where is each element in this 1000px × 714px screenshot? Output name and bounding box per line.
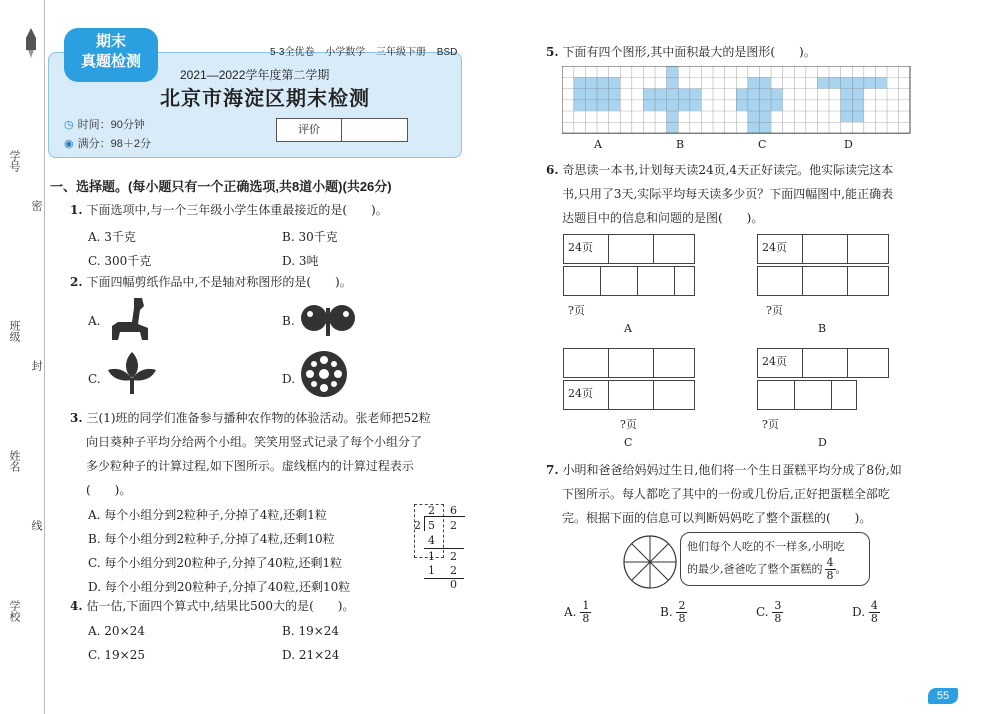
dividend-tens: 5	[428, 519, 435, 532]
product-2-tens: 1	[428, 564, 435, 577]
q5-label-d: D	[844, 138, 853, 151]
q3-line-2: 向日葵种子平均分给两个小组。笑笑用竖式记录了每个小组分了	[86, 435, 423, 449]
margin-label-xuehao: 学号	[8, 150, 21, 172]
cut-label-mi: 密	[30, 200, 43, 211]
q7-option-c-numerator: 3	[774, 599, 782, 612]
divisor: 2	[414, 519, 421, 532]
diagram-c-top	[563, 348, 695, 378]
q3-line-4: ( )。	[86, 483, 132, 497]
margin-label-xingming: 姓名	[8, 450, 21, 472]
q6-label-c: C	[624, 436, 633, 449]
diagram-d-top	[757, 348, 889, 378]
q7-option-b-numerator: 2	[678, 599, 686, 612]
question-6	[546, 158, 946, 230]
q3-line-1	[70, 406, 470, 430]
diagram-d-bottom	[757, 380, 857, 410]
question-5	[546, 40, 816, 64]
q4-option-b: B. 19×24	[282, 624, 340, 638]
diagram-c-cell	[609, 381, 654, 409]
diagram-a-cell	[601, 267, 638, 295]
q7-option-d-fraction	[869, 600, 880, 625]
q7-option-d-numerator: 4	[870, 599, 878, 612]
quotient-tens: 2	[428, 504, 435, 517]
q7-option-a-letter: A.	[564, 605, 577, 619]
evaluation-box	[276, 118, 408, 142]
diagram-a-cell	[564, 267, 601, 295]
final-remainder: 0	[450, 578, 457, 591]
q7-option-a-denominator: 8	[582, 612, 590, 625]
evaluation-blank	[342, 119, 407, 141]
q2-number: 2.	[70, 275, 83, 289]
diagram-a-cell	[654, 235, 694, 263]
remainder-tens: 1	[428, 550, 435, 563]
badge-line-1: 期末	[95, 33, 126, 50]
q2-option-d: D.	[282, 372, 296, 386]
q2-option-c: C.	[88, 372, 101, 386]
division-line-2	[424, 578, 464, 579]
q7-option-b-denominator: 8	[678, 612, 686, 625]
q3-line-3: 多少粒种子的计算过程,如下图所示。虚线框内的计算过程表示	[86, 459, 414, 473]
question-7	[546, 458, 946, 530]
diagram-b-cell	[803, 267, 848, 295]
diagram-d-cell	[758, 381, 795, 409]
q7-option-a	[564, 600, 591, 625]
q1-option-a: A. 3千克	[88, 230, 136, 244]
q7-option-a-fraction	[580, 600, 591, 625]
q7-option-c-denominator: 8	[774, 612, 782, 625]
diagram-b-cell	[848, 267, 888, 295]
series-grade: 三年级下册	[376, 47, 427, 58]
q4-option-c: C. 19×25	[88, 648, 145, 662]
clock-icon: ◷	[64, 119, 74, 131]
cake-icon	[622, 534, 678, 590]
q6-line-1	[546, 158, 946, 182]
diagram-b-top	[757, 234, 889, 264]
series-name: 5·3全优卷	[270, 47, 315, 58]
q3-line-1-text: 三(1)班的同学们准备参与播种农作物的体验活动。张老师把52粒	[86, 411, 431, 425]
q2-text: 下面四幅剪纸作品中,不是轴对称图形的是( )。	[86, 275, 352, 289]
q2-option-b: B.	[282, 314, 295, 328]
exam-badge	[64, 28, 158, 82]
series-subject: 小学数学	[325, 47, 366, 58]
area-grid-figure	[562, 66, 912, 134]
page-number: 55	[928, 688, 958, 704]
q5-label-c: C	[758, 138, 767, 151]
q5-label-a: A	[594, 138, 602, 151]
exam-score	[64, 135, 151, 151]
q3-option-c: C. 每个小组分到20粒种子,分掉了40粒,还剩1粒	[88, 556, 343, 570]
q7-line-1	[546, 458, 946, 482]
q1-number: 1.	[70, 203, 83, 217]
q6-number: 6.	[546, 163, 559, 177]
check-icon: ◉	[64, 138, 74, 150]
diagram-c-question: ?页	[620, 418, 637, 431]
product-1: 4	[428, 534, 435, 547]
exam-year: 2021—2022学年度第二学期	[180, 68, 330, 82]
q1-option-c: C. 300千克	[88, 254, 152, 268]
q7-option-a-numerator: 1	[582, 599, 590, 612]
q5-label-b: B	[676, 138, 685, 151]
q6-line-1-text: 奇思读一本书,计划每天读24页,4天正好读完。他实际读完这本	[562, 163, 894, 177]
question-4	[70, 594, 354, 618]
q6-label-b: B	[818, 322, 827, 335]
q4-number: 4.	[70, 599, 83, 613]
product-2-ones: 2	[450, 564, 457, 577]
q6-line-2: 书,只用了3天,实际平均每天读多少页？下面四幅图中,能正确表	[562, 187, 894, 201]
q7-option-b-letter: B.	[660, 605, 673, 619]
diagram-b-cell	[758, 267, 803, 295]
q3-number: 3.	[70, 411, 83, 425]
question-1	[70, 198, 388, 222]
diagram-a-label: 24页	[564, 235, 609, 263]
diagram-c-cell	[609, 349, 654, 377]
giraffe-papercut-icon	[104, 296, 154, 342]
q1-text: 下面选项中,与一个三年级小学生体重最接近的是( )。	[86, 203, 388, 217]
exam-time-text: 时间：90分钟	[77, 119, 145, 131]
q7-option-d	[852, 600, 880, 625]
diagram-a-cell	[675, 267, 694, 295]
q7-option-b	[660, 600, 687, 625]
q7-option-b-fraction	[676, 600, 687, 625]
badge-line-2: 真题检测	[80, 53, 141, 70]
bubble-line-2-text: 的最少,爸爸吃了整个蛋糕的	[687, 562, 823, 576]
q2-option-a: A.	[88, 314, 101, 328]
q3-option-d: D. 每个小组分到20粒种子,分掉了40粒,还剩10粒	[88, 580, 351, 594]
diagram-c-cell	[654, 349, 694, 377]
diagram-c-cell	[654, 381, 694, 409]
q7-option-c	[756, 600, 783, 625]
bubble-numerator: 4	[826, 556, 834, 569]
cut-label-xian: 线	[30, 520, 43, 531]
diagram-b-question: ?页	[766, 304, 783, 317]
diagram-d-cell	[803, 349, 848, 377]
diagram-a-top	[563, 234, 695, 264]
bubble-denominator: 8	[826, 569, 834, 582]
question-2	[70, 270, 352, 294]
diagram-b-bottom	[757, 266, 889, 296]
remainder-ones: 2	[450, 550, 457, 563]
birds-papercut-icon	[296, 300, 360, 340]
question-3	[70, 406, 470, 502]
evaluation-label: 评价	[277, 119, 342, 141]
bubble-fraction	[825, 557, 836, 582]
diagram-b-cell	[803, 235, 848, 263]
q4-text: 估一估,下面四个算式中,结果比500大的是( )。	[86, 599, 355, 613]
long-division-figure	[410, 504, 466, 590]
q3-option-b: B. 每个小组分到2粒种子,分掉了4粒,还剩10粒	[88, 532, 335, 546]
diagram-a-cell	[609, 235, 654, 263]
bubble-line-1: 他们每个人吃的不一样多,小明吃	[687, 540, 845, 553]
quotient-ones: 6	[450, 504, 457, 517]
diagram-c-label: 24页	[564, 381, 609, 409]
diagram-d-question: ?页	[762, 418, 779, 431]
q6-label-d: D	[818, 436, 827, 449]
q5-number: 5.	[546, 45, 559, 59]
q7-option-c-letter: C.	[756, 605, 769, 619]
q7-line-1-text: 小明和爸爸给妈妈过生日,他们将一个生日蛋糕平均分成了8份,如	[562, 463, 902, 477]
margin-label-xuexiao: 学校	[8, 600, 21, 622]
exam-time	[64, 116, 145, 132]
series-edition: BSD	[436, 47, 458, 58]
page-title: 北京市海淀区期末检测	[160, 88, 370, 110]
exam-score-text: 满分：98＋2分	[77, 138, 151, 150]
diagram-c-bottom	[563, 380, 695, 410]
diagram-d-label: 24页	[758, 349, 803, 377]
diagram-d-cell	[795, 381, 832, 409]
rocket-icon	[24, 28, 38, 58]
series-info	[270, 43, 465, 58]
division-line-1	[424, 548, 464, 549]
bubble-line-2: 的最少,爸爸吃了整个蛋糕的 $\frac{4}{8}$ 。	[687, 556, 847, 582]
flower-papercut-icon	[106, 350, 158, 396]
q6-label-a: A	[624, 322, 632, 335]
diagram-d-cell	[848, 349, 888, 377]
diagram-b-label: 24页	[758, 235, 803, 263]
diagram-d-cell	[832, 381, 856, 409]
q1-option-b: B. 30千克	[282, 230, 338, 244]
q4-option-d: D. 21×24	[282, 648, 340, 662]
diagram-c-cell	[564, 349, 609, 377]
q7-option-d-letter: D.	[852, 605, 866, 619]
dividend-ones: 2	[450, 519, 457, 532]
q7-number: 7.	[546, 463, 559, 477]
diagram-a-bottom	[563, 266, 695, 296]
q5-text: 下面有四个图形,其中面积最大的是图形( )。	[562, 45, 816, 59]
q1-option-d: D. 3吨	[282, 254, 319, 268]
q4-option-a: A. 20×24	[88, 624, 145, 638]
q7-option-d-denominator: 8	[870, 612, 878, 625]
q7-line-2: 下图所示。每人都吃了其中的一份或几份后,正好把蛋糕全部吃	[562, 487, 890, 501]
speech-bubble	[680, 532, 870, 586]
diagram-a-cell	[638, 267, 675, 295]
cut-label-feng: 封	[30, 360, 43, 371]
q3-option-a: A. 每个小组分到2粒种子,分掉了4粒,还剩1粒	[88, 508, 327, 522]
q7-option-c-fraction	[772, 600, 783, 625]
q7-line-3: 完。根据下面的信息可以判断妈妈吃了整个蛋糕的( )。	[562, 511, 872, 525]
diagram-a-question: ?页	[568, 304, 585, 317]
section-heading: 一、选择题。(每小题只有一个正确选项,共8道小题)(共26分)	[50, 179, 392, 194]
round-papercut-icon	[300, 350, 348, 398]
margin-label-banji: 班级	[8, 320, 21, 342]
q6-line-3: 达题目中的信息和问题的是图( )。	[562, 211, 764, 225]
diagram-b-cell	[848, 235, 888, 263]
